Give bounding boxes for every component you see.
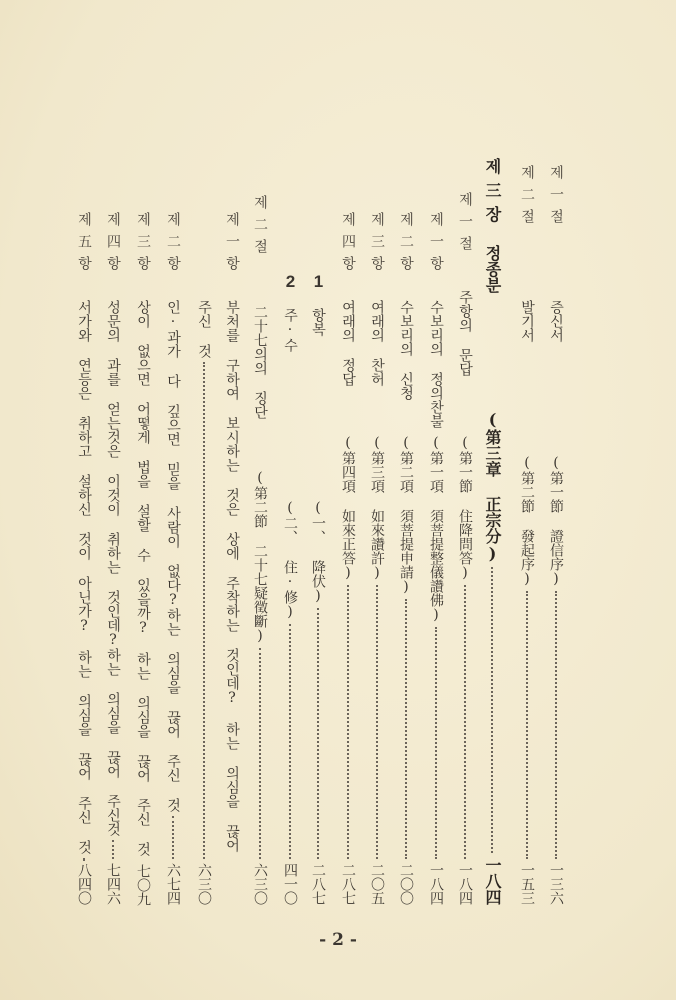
toc-entry[interactable] <box>160 0 186 905</box>
toc-entry-page: 二〇〇 <box>398 863 414 905</box>
toc-entry-label: 제三항 <box>135 212 151 278</box>
toc-entry-page: 一五三 <box>519 863 535 905</box>
toc-entry-label: 제二절 <box>519 165 535 231</box>
toc-entry-page: 七四六 <box>105 863 121 905</box>
dot-leader <box>203 362 205 859</box>
dot-leader <box>317 608 319 859</box>
toc-entry-page: 一八四 <box>483 857 502 905</box>
toc-entry-label: 제一절 <box>457 192 473 258</box>
toc-entry-number: 1 <box>309 272 328 291</box>
toc-entry-page: 二〇五 <box>369 863 385 905</box>
toc-entry-reference: (二、 住·修) <box>282 500 298 620</box>
dot-leader <box>347 585 349 859</box>
dot-leader <box>491 567 493 853</box>
toc-entry-title: 인·과가 다 깊으면 믿을 사람이 없다?하는 의심을 끊어 주신 것 <box>165 300 181 812</box>
toc-entry-title: 여래의 정답 <box>340 300 356 386</box>
toc-entry-reference: (第三項 如來讚許) <box>369 435 385 581</box>
dot-leader <box>83 858 85 859</box>
toc-entry[interactable] <box>130 0 156 905</box>
toc-entry-page: 一八四 <box>457 863 473 905</box>
toc-entry-label: 제一항 <box>428 212 444 278</box>
toc-entry[interactable] <box>219 0 245 905</box>
toc-entry-reference: (第一節 證信序) <box>548 455 564 587</box>
toc-entry-label: 제二항 <box>165 212 181 278</box>
toc-entry-reference: (第四項 如來正答) <box>340 435 356 581</box>
toc-entry[interactable] <box>423 0 449 905</box>
toc-entry-title: 수보리의 정의찬불 <box>428 300 444 428</box>
dot-leader <box>112 840 114 859</box>
toc-entry-reference: (第一項 須菩提整儀讚佛) <box>428 435 444 623</box>
toc-entry-title: 二十七의의 징단 <box>252 305 268 419</box>
page-number-footer: - 2 - <box>319 930 357 950</box>
toc-entry-title: 여래의 찬허 <box>369 300 385 386</box>
toc-entry[interactable] <box>514 0 540 905</box>
dot-leader <box>289 624 291 859</box>
dot-leader <box>172 816 174 859</box>
toc-entry-label: 제五항 <box>76 212 92 278</box>
toc-entry-title: 항복 <box>310 308 326 336</box>
toc-entry-reference: (第二節 二十七疑徵斷) <box>252 470 268 644</box>
dot-leader <box>464 585 466 859</box>
dot-leader <box>526 591 528 859</box>
toc-entry[interactable] <box>479 0 505 905</box>
toc-entry-page: 六三〇 <box>252 863 268 905</box>
toc-entry-page: 六七四 <box>165 863 181 905</box>
toc-entry[interactable] <box>364 0 390 905</box>
toc-entry-page: 一八四 <box>428 863 444 905</box>
toc-entry[interactable] <box>247 0 273 905</box>
dot-leader <box>405 599 407 859</box>
dot-leader <box>435 627 437 859</box>
toc-entry-label: 제三장 <box>483 158 502 230</box>
toc-entry-title: 주·수 <box>282 308 298 352</box>
toc-entry-label: 제一항 <box>224 212 240 278</box>
toc-entry-title: 수보리의 신청 <box>398 300 414 400</box>
toc-entry[interactable] <box>191 0 217 905</box>
toc-entry-title: 주신 것 <box>196 300 212 358</box>
toc-entry-label: 제二절 <box>252 195 268 261</box>
toc-entry[interactable] <box>393 0 419 905</box>
dot-leader <box>555 591 557 859</box>
dot-leader <box>259 648 261 859</box>
toc-entry-label: 제三항 <box>369 212 385 278</box>
toc-entry-label: 제四항 <box>105 212 121 278</box>
toc-entry-title: 주항의 문답 <box>457 290 473 376</box>
toc-entry[interactable] <box>452 0 478 905</box>
toc-entry[interactable] <box>305 0 331 905</box>
toc-entry-label: 제四항 <box>340 212 356 278</box>
toc-entry-title: 부처를 구하여 보시하는 것은 상에 주착하는 것인데? 하는 의심을 끊어 <box>224 300 240 852</box>
toc-entry-title: 서가와 연등은 취하고 설하신 것이 아닌가? 하는 의심을 끊어 주신 것 <box>76 300 92 854</box>
toc-entry-reference: (第一節 住降問答) <box>457 435 473 581</box>
toc-entry-page: 一三六 <box>548 863 564 905</box>
toc-entry[interactable] <box>71 0 97 905</box>
toc-entry-page: 二八七 <box>340 863 356 905</box>
toc-entry-title: 성문의 과를 얻는것은 이것이 취하는 것인데?하는 의심을 끊어 주신것 <box>105 300 121 836</box>
toc-entry-number: 2 <box>281 272 300 291</box>
toc-entry-reference: (一、 降伏) <box>310 500 326 604</box>
toc-entry-page: 四一〇 <box>282 863 298 905</box>
toc-entry-page: 八四〇 <box>76 863 92 905</box>
toc-entry-reference: (第二節 發起序) <box>519 455 535 587</box>
toc-entry-page: 七〇九 <box>135 864 151 906</box>
toc-entry-label: 제一절 <box>548 165 564 231</box>
toc-entry[interactable] <box>543 0 569 905</box>
toc-entry-title: 정종분 <box>483 245 502 293</box>
toc-entry[interactable] <box>335 0 361 905</box>
toc-entry-reference: (第三章 正宗分) <box>483 410 502 563</box>
toc-entry-title: 증신서 <box>548 300 564 342</box>
toc-entry-page: 二八七 <box>310 863 326 905</box>
dot-leader <box>376 585 378 859</box>
toc-entry-label: 제二항 <box>398 212 414 278</box>
toc-entry-reference: (第二項 須菩提申請) <box>398 435 414 595</box>
toc-entry[interactable] <box>277 0 303 905</box>
toc-entry-page: 六三〇 <box>196 863 212 905</box>
toc-entry-title: 발기서 <box>519 300 535 342</box>
toc-entry-title: 상이 없으면 어떻게 법을 설할 수 있을까? 하는 의심을 끊어 주신 것 <box>135 300 151 856</box>
toc-entry[interactable] <box>100 0 126 905</box>
